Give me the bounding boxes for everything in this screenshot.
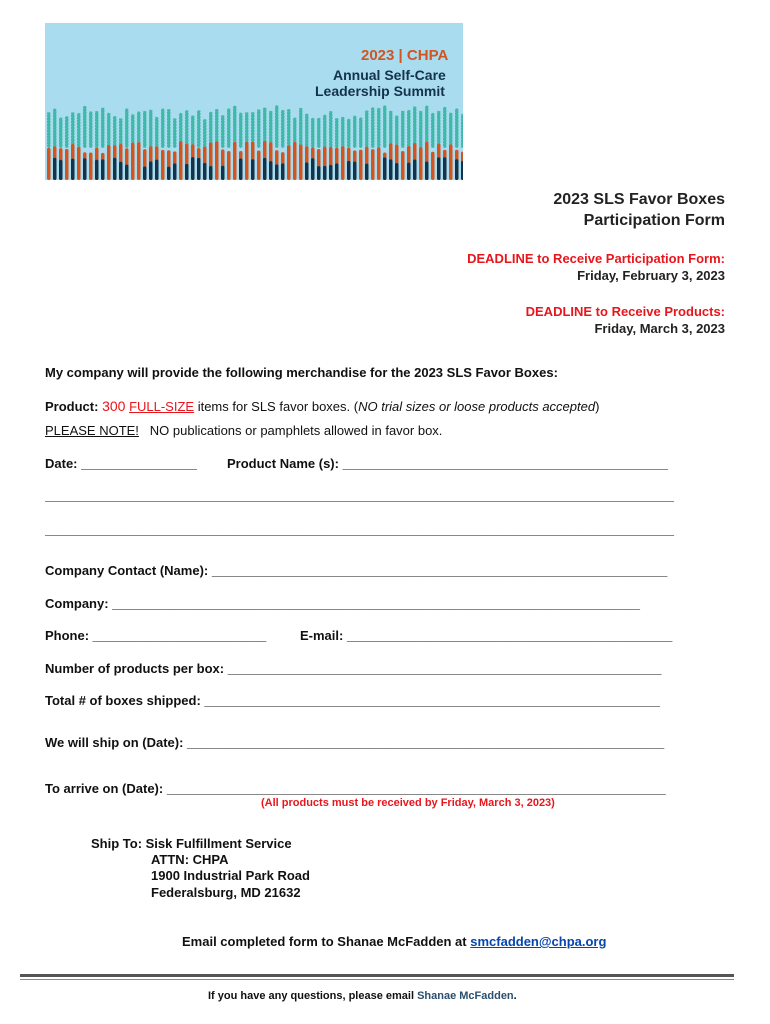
banner-bar [311,118,315,148]
phone-field[interactable]: Phone: ________________________ [45,628,267,643]
banner-bar [461,161,463,180]
banner-bar [125,165,129,180]
banner-bar [203,119,207,148]
banner-bar [239,158,243,180]
footer-divider-top [20,974,734,977]
banner-bar [143,111,147,148]
banner-bar [53,158,57,180]
banner-bar [353,161,357,180]
products-deadline-date: Friday, March 3, 2023 [594,321,725,336]
contact-email-link[interactable]: smcfadden@chpa.org [470,934,607,949]
banner-bar [185,164,189,180]
banner-bar [155,160,159,180]
banner-bar [365,110,369,148]
banner-bar [437,157,441,180]
banner-bar [119,162,123,180]
banner-bar [323,166,327,180]
banner-bar [209,166,213,180]
banner-bar [197,110,201,148]
banner-bar [281,110,285,148]
products-per-box-field[interactable]: Number of products per box: ____________________________________________________________ [45,661,662,676]
banner-bar [437,111,441,148]
product-close: ) [595,399,600,414]
banner-bar [401,151,405,180]
banner-bar [233,142,237,180]
email-instruction [182,934,606,949]
banner-bar [443,107,447,148]
banner-bar [377,108,381,148]
banner-bar [221,115,225,148]
banner-bar [65,149,69,180]
banner-bar [239,113,243,148]
banner-bar [419,111,423,148]
banner-bar [305,113,309,148]
arrive-date-field[interactable]: To arrive on (Date): _____________________________________________________________________ [45,781,666,796]
banner-bar [257,109,261,148]
banner-bar [71,159,75,180]
banner-bar [317,118,321,148]
product-count: 300 [102,398,126,414]
please-note-label: PLEASE NOTE! [45,423,139,438]
banner-bar [389,159,393,180]
banner-bar [47,112,51,148]
banner-bar [227,151,231,180]
ship-to-attn: ATTN: CHPA [151,852,229,867]
banner-bar [47,148,51,180]
form-title-line2: Participation Form [583,212,725,229]
banner-bar [425,105,429,148]
product-name-line-3[interactable]: _______________________________________________________________________________________ [45,522,675,537]
banner-bar [227,108,231,148]
banner-bar [323,114,327,148]
banner-bar [407,110,411,148]
banner-bar [395,115,399,148]
banner-bar [401,111,405,148]
banner-bar [449,144,453,180]
banner-bar [383,157,387,180]
banner-bar [101,159,105,180]
banner-bar [65,116,69,148]
banner-bar [371,107,375,148]
banner-bar [83,158,87,180]
banner-bar [275,164,279,180]
banner-bar [419,147,423,180]
company-field[interactable]: Company: _________________________________________________________________________ [45,596,640,611]
banner-bar [347,161,351,180]
banner-bar [77,147,81,180]
banner-bar [137,142,141,180]
arrive-note: (All products must be received by Friday, March 3, 2023) [261,797,555,809]
banner-bar [173,163,177,180]
banner-bar [449,113,453,148]
banner-bar [335,163,339,180]
please-note-text: NO publications or pamphlets allowed in favor box. [149,423,443,438]
banner-bar [359,117,363,148]
footer-end: . [513,990,517,1002]
banner-bar [455,108,459,148]
banner-bar [335,118,339,148]
footer-question [208,990,517,1002]
banner-bar [149,110,153,148]
banner-bar [455,159,459,180]
product-rest: items for SLS favor boxes. ( [194,399,359,414]
product-name-line-2[interactable]: _______________________________________________________________________________________ [45,488,675,503]
banner-bar [407,163,411,180]
banner-bar [257,150,261,180]
banner-bar [413,106,417,148]
banner-bar [113,158,117,180]
banner-bar [113,116,117,148]
banner-bar-pattern [45,23,463,180]
banner-bar [431,113,435,148]
intro-text: My company will provide the following merchandise for the 2023 SLS Favor Boxes: [45,365,558,380]
product-size: FULL-SIZE [129,399,195,414]
banner-bar [59,160,63,180]
banner-bar [191,157,195,180]
banner-bar [287,109,291,148]
ship-to-street: 1900 Industrial Park Road [151,868,310,883]
banner-bar [341,117,345,148]
banner-bar [143,167,147,180]
banner-bar [287,145,291,180]
banner-bar [251,159,255,180]
banner-bar [299,108,303,148]
banner-bar [359,150,363,180]
banner-bar [329,111,333,148]
banner-bar [245,142,249,180]
banner-bar [185,110,189,148]
banner-bar [167,109,171,148]
banner-bar [95,111,99,148]
banner-bar [101,107,105,148]
banner-bar [317,166,321,180]
banner-bar [89,111,93,148]
ship-to-line1: Ship To: Sisk Fulfillment Service [91,836,292,851]
date-field[interactable]: Date: ________________ [45,456,197,471]
banner-bar [275,105,279,148]
banner-bar [431,152,435,180]
banner-bar [149,161,153,180]
banner-bar [173,118,177,148]
banner-bar [281,163,285,180]
product-name-field[interactable]: Product Name (s): _____________________________________________ [227,456,668,471]
total-boxes-field[interactable]: Total # of boxes shipped: _______________________________________________________________ [45,693,660,708]
banner-title-line1: Annual Self-Care [333,67,446,83]
ship-to-city: Federalsburg, MD 21632 [151,885,301,900]
company-contact-field[interactable]: Company Contact (Name): _______________________________________________________________ [45,563,668,578]
banner-bar [167,167,171,180]
banner-bar [383,105,387,148]
form-deadline-label: DEADLINE to Receive Participation Form: [467,251,725,266]
banner-bar [263,158,267,180]
banner-bar [125,108,129,148]
banner-bar [221,166,225,180]
banner-year: 2023 | CHPA [361,47,449,64]
banner-title-line2: Leadership Summit [315,83,445,99]
footer-divider-bottom [20,979,734,980]
banner-bar [71,112,75,148]
banner-bar [89,152,93,180]
banner-bar [425,162,429,180]
banner-bar [461,114,463,148]
banner-bar [329,165,333,180]
banner-bar [311,158,315,180]
product-line [45,398,599,414]
banner-bar [341,146,345,180]
banner-bar [413,160,417,180]
banner-bar [215,141,219,180]
banner-bar [377,147,381,180]
banner-bar [119,118,123,148]
please-note-line [45,423,442,438]
banner-bar [353,116,357,148]
banner-bar [299,145,303,180]
banner-bar [191,115,195,148]
banner-bar [233,106,237,148]
banner-bar [203,163,207,180]
banner-bar [395,163,399,180]
banner-bar [161,150,165,180]
banner-bar [161,108,165,148]
banner-bar [293,142,297,180]
banner-bar [95,160,99,180]
banner-bar [389,110,393,148]
form-deadline-date: Friday, February 3, 2023 [577,268,725,283]
banner-bar [179,141,183,180]
banner-bar [365,164,369,180]
email-field[interactable]: E-mail: _____________________________________________ [300,628,673,643]
banner-bar [77,113,81,148]
form-title-line1: 2023 SLS Favor Boxes [553,191,725,208]
footer-text: If you have any questions, please email [208,990,418,1002]
product-note: NO trial sizes or loose products accepted [358,399,596,414]
banner-bar [269,161,273,180]
banner-bar [107,145,111,180]
banner-bar [305,162,309,180]
banner-bar [131,143,135,180]
banner-bar [155,117,159,148]
banner-bar [347,119,351,148]
banner-bar [59,117,63,148]
banner-bar [83,106,87,148]
product-label: Product: [45,399,99,414]
banner-bar [107,113,111,148]
products-deadline-label: DEADLINE to Receive Products: [525,304,725,319]
banner-bar [53,108,57,148]
footer-contact-name: Shanae McFadden [417,990,514,1002]
banner-bar [443,157,447,180]
email-instruction-text: Email completed form to Shanae McFadden at [182,934,471,949]
banner-bar [371,149,375,180]
banner-bar [197,158,201,180]
ship-date-field[interactable]: We will ship on (Date): __________________________________________________________________ [45,735,665,750]
summit-banner [45,23,463,180]
